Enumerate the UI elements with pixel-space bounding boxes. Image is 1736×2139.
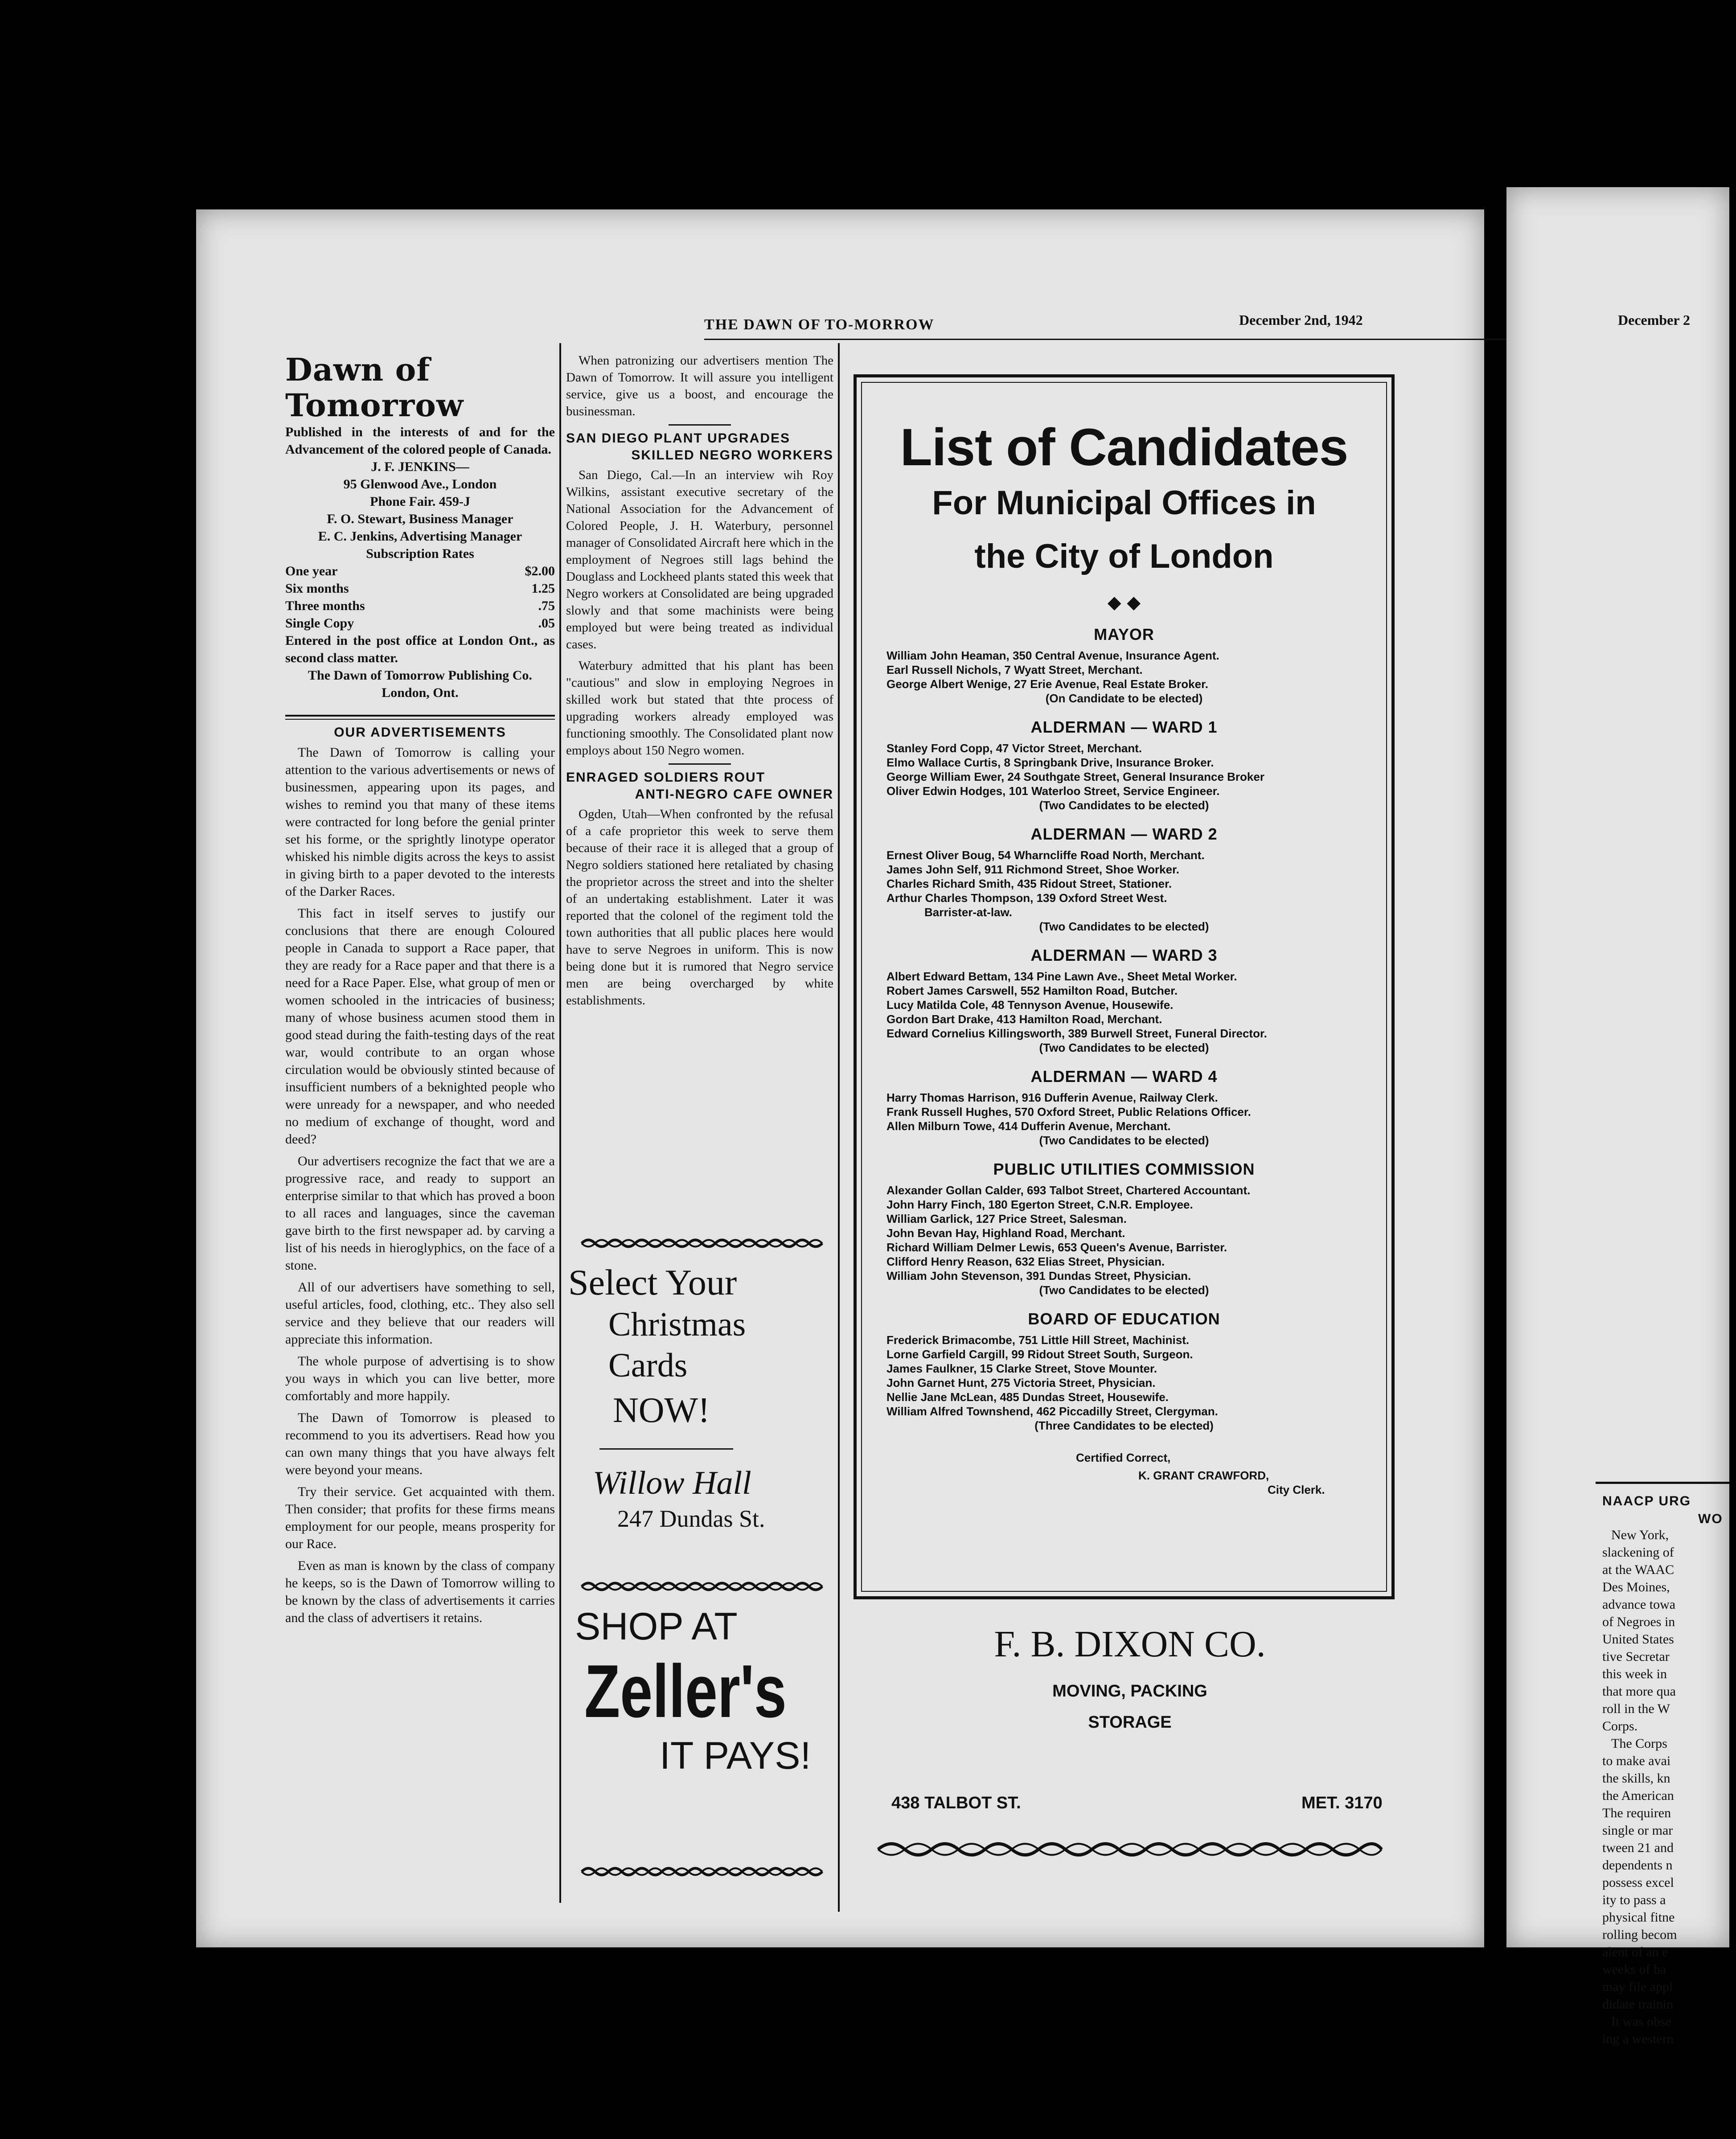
business-manager: F. O. Stewart, Business Manager xyxy=(327,512,513,526)
election-note: (Two Candidates to be elected) xyxy=(1039,920,1209,933)
candidate-entry: Barrister-at-law. xyxy=(924,906,1012,919)
next-page-line: It was obse xyxy=(1611,2014,1671,2029)
article-headline: OUR ADVERTISEMENTS xyxy=(334,725,506,740)
vine-ornament xyxy=(874,1836,1386,1863)
article-paragraph: Try their service. Get acquainted with them. Then consider; that profits for these firms means employment for our people, means prosperity for our Race. xyxy=(285,1484,555,1551)
store-address: 247 Dundas St. xyxy=(617,1505,765,1532)
rates-title: Subscription Rates xyxy=(366,546,474,561)
candidate-entry: George William Ewer, 24 Southgate Street, General Insurance Broker xyxy=(886,770,1264,783)
candidates-subtitle: For Municipal Offices in xyxy=(932,484,1316,522)
ad-line: SHOP AT xyxy=(575,1605,738,1648)
candidate-entry: William Alfred Townshend, 462 Piccadilly Street, Clergyman. xyxy=(886,1405,1218,1418)
section-mayor xyxy=(862,625,1386,705)
services: MOVING, PACKING xyxy=(1052,1682,1207,1701)
store-name: Willow Hall xyxy=(593,1465,751,1501)
candidate-entry: Oliver Edwin Hodges, 101 Waterloo Street, Service Engineer. xyxy=(886,784,1220,798)
section-ward-2 xyxy=(862,825,1386,934)
rate-row: Three months .75 xyxy=(285,598,555,613)
next-page-line: of Negroes in xyxy=(1602,1614,1675,1629)
candidate-entry: Gordon Bart Drake, 413 Hamilton Road, Merchant. xyxy=(886,1012,1162,1026)
left-column xyxy=(285,352,555,1631)
company-name: F. B. DIXON CO. xyxy=(994,1623,1266,1665)
next-page-line: this week in xyxy=(1602,1667,1667,1681)
ad-line: IT PAYS! xyxy=(660,1734,811,1777)
article-paragraph: The Dawn of Tomorrow is calling your attention to the various advertisements or news of businessmen, appearing upon its pages, and wishes to remind you that many of these items were contracted for long before the genial printer set his forme, or the sprightly linotype operator whisked his nimble digits across the keys to assist in giving birth to a paper devoted to the interests of the Darker Races. xyxy=(285,745,555,899)
section-ward-3 xyxy=(862,946,1386,1055)
next-page-line: at the WAAC xyxy=(1602,1562,1674,1577)
candidates-subtitle: the City of London xyxy=(974,537,1274,575)
article-paragraph: All of our advertisers have something to sell, useful articles, food, clothing, etc.. They also sell service and they believe that our readers will appreciate this information. xyxy=(285,1280,555,1347)
candidate-entry: Albert Edward Bettam, 134 Pine Lawn Ave., Sheet Metal Worker. xyxy=(886,970,1237,983)
running-title: THE DAWN OF TO-MORROW xyxy=(704,316,935,333)
next-page-line: Des Moines, xyxy=(1602,1580,1670,1594)
next-page-line: rolling becom xyxy=(1602,1927,1677,1942)
divider xyxy=(285,719,555,720)
entry-note: Entered in the post office at London Ont., as second class matter. xyxy=(285,633,555,665)
next-page-date: December 2 xyxy=(1618,312,1690,328)
candidate-entry: Alexander Gollan Calder, 693 Talbot Street, Chartered Accountant. xyxy=(886,1184,1251,1197)
candidate-entry: George Albert Wenige, 27 Erie Avenue, Real Estate Broker. xyxy=(886,677,1209,691)
header-rule xyxy=(704,339,1578,340)
candidate-entry: William John Heaman, 350 Central Avenue, Insurance Agent. xyxy=(886,649,1219,662)
next-page-line: weeks of ba xyxy=(1602,1962,1666,1977)
candidate-entry: Stanley Ford Copp, 47 Victor Street, Merchant. xyxy=(886,742,1142,755)
section-board-of-education xyxy=(862,1310,1386,1433)
candidate-entry: James John Self, 911 Richmond Street, Shoe Worker. xyxy=(886,863,1179,876)
candidates-title: List of Candidates xyxy=(900,418,1348,477)
election-note: (Two Candidates to be elected) xyxy=(1039,799,1209,812)
candidate-entry: Charles Richard Smith, 435 Ridout Street, Stationer. xyxy=(886,877,1172,890)
candidates-box-inner xyxy=(861,382,1387,1592)
section-ward-1 xyxy=(862,718,1386,812)
article-headline: SKILLED NEGRO WORKERS xyxy=(631,448,833,463)
section-heading: ALDERMAN — WARD 3 xyxy=(1030,946,1218,964)
candidate-entry: John Bevan Hay, Highland Road, Merchant. xyxy=(886,1226,1125,1240)
dixon-phone: MET. 3170 xyxy=(1301,1794,1383,1812)
masthead-block xyxy=(285,352,555,701)
rate-row: Six months 1.25 xyxy=(285,581,555,596)
column-rule xyxy=(559,343,561,1903)
willow-hall-ad xyxy=(568,1261,836,1534)
article-paragraph: Waterbury admitted that his plant has been "cautious" and slow in employing Negroes in skilled work but stated that thte process of upgrading workers already employed was functioning smoothly. The Consolidated plant now employs about 150 Negro women. xyxy=(566,659,833,758)
candidate-entry: Lucy Matilda Cole, 48 Tennyson Avenue, Housewife. xyxy=(886,998,1174,1012)
next-page-line: tive Secretar xyxy=(1602,1649,1670,1664)
masthead-title: Dawn of Tomorrow xyxy=(285,351,464,424)
candidate-entry: Frank Russell Hughes, 570 Oxford Street, Public Relations Officer. xyxy=(886,1105,1251,1119)
next-page-line: physical fitne xyxy=(1602,1910,1675,1925)
article-headline: ENRAGED SOLDIERS ROUT xyxy=(566,770,766,785)
next-page-line: the American xyxy=(1602,1788,1674,1803)
candidate-entry: Harry Thomas Harrison, 916 Dufferin Avenue, Railway Clerk. xyxy=(886,1091,1218,1104)
next-page-line: alent of an e xyxy=(1602,1945,1668,1959)
next-page-headline: WO xyxy=(1698,1512,1723,1526)
next-page-line: New York, xyxy=(1611,1528,1669,1542)
diamond-ornament: ◆ ◆ xyxy=(1107,592,1141,613)
candidate-entry: Robert James Carswell, 552 Hamilton Road, Butcher. xyxy=(886,984,1178,997)
section-heading: BOARD OF EDUCATION xyxy=(1028,1310,1220,1328)
next-page-line: didate trainin xyxy=(1602,1997,1674,2012)
section-heading: ALDERMAN — WARD 1 xyxy=(1030,718,1218,736)
candidate-entry: Nellie Jane McLean, 485 Dundas Street, Housewife. xyxy=(886,1390,1169,1404)
clerk-name: K. GRANT CRAWFORD, xyxy=(1138,1469,1269,1482)
issue-date: December 2nd, 1942 xyxy=(1239,312,1363,328)
services: STORAGE xyxy=(1088,1713,1172,1732)
election-note: (Two Candidates to be elected) xyxy=(1039,1134,1209,1147)
section-ward-4 xyxy=(862,1067,1386,1147)
middle-column xyxy=(566,352,833,1013)
next-page-line: roll in the W xyxy=(1602,1701,1670,1716)
next-page-line: that more qua xyxy=(1602,1684,1676,1699)
candidate-entry: John Harry Finch, 180 Egerton Street, C.N.R. Employee. xyxy=(886,1198,1193,1211)
next-page-line: to make avai xyxy=(1602,1754,1671,1768)
divider xyxy=(669,424,731,426)
candidate-entry: William John Stevenson, 391 Dundas Street, Physician. xyxy=(886,1269,1191,1283)
certified-line: Certified Correct, xyxy=(1076,1451,1171,1464)
article-headline: ANTI-NEGRO CAFE OWNER xyxy=(635,787,833,802)
next-page-line: the skills, kn xyxy=(1602,1771,1670,1786)
ad-line: Select Your xyxy=(568,1262,737,1303)
election-note: (On Candidate to be elected) xyxy=(1045,692,1203,705)
election-note: (Two Candidates to be elected) xyxy=(1039,1041,1209,1054)
article-paragraph: San Diego, Cal.—In an interview wih Roy Wilkins, assistant executive secretary of the National Association for the Advancement of Colored People, J. H. Waterbury, personnel manager of Consolidated Aircraft here which in the employment of Negroes still lags behind the Douglass and Lockheed plants stated this week that Negro workers at Consolidated are being upgraded slowly and that some machinists were being employed but were being treated as individual cases. xyxy=(566,468,833,652)
dixon-ad xyxy=(874,1622,1386,1738)
next-page-edge xyxy=(1506,187,1729,2046)
section-heading: ALDERMAN — WARD 2 xyxy=(1030,825,1218,843)
patronize-note: When patronizing our advertisers mention The Dawn of Tomorrow. It will assure you intelligent service, give us a boost, and encourage the businessman. xyxy=(566,353,833,418)
advertising-manager: E. C. Jenkins, Advertising Manager xyxy=(318,529,522,544)
brand-name: Zeller's xyxy=(584,1649,787,1733)
column-rule xyxy=(838,343,840,1912)
ad-line: Christmas xyxy=(608,1306,746,1343)
next-page-line: Corps. xyxy=(1602,1719,1638,1733)
publisher-city: London, Ont. xyxy=(382,685,459,700)
candidate-entry: Arthur Charles Thompson, 139 Oxford Street West. xyxy=(886,891,1167,905)
next-page-line: dependents n xyxy=(1602,1858,1673,1873)
publisher-name: The Dawn of Tomorrow Publishing Co. xyxy=(308,668,532,683)
next-page-line: may file appl xyxy=(1602,1979,1673,1994)
candidate-entry: Elmo Wallace Curtis, 8 Springbank Drive, Insurance Broker. xyxy=(886,756,1214,769)
zellers-ad xyxy=(570,1604,838,1778)
candidate-entry: Earl Russell Nichols, 7 Wyatt Street, Merchant. xyxy=(886,663,1143,676)
next-page-column xyxy=(1602,1526,1736,2048)
editor-phone: Phone Fair. 459-J xyxy=(370,494,470,509)
masthead-tagline: Published in the interests of and for the Advancement of the colored people of Canada. xyxy=(285,425,555,457)
next-page-line: slackening of xyxy=(1602,1545,1674,1560)
dixon-address: 438 TALBOT ST. xyxy=(891,1794,1021,1812)
article-paragraph: This fact in itself serves to justify our conclusions that there are enough Coloured people in Canada to support a Race paper, that they are ready for a Race paper and that there is a need for a Race Paper. Else, what group of men or women schooled in the intricacies of business; many of whose business acumen stood them in good stead during the faith-testing days of the reat war, would contribute to an organ whose circulation would be obviously stinted because of insufficient numbers of a beknighted people who were unready for a newspaper, and who needed no medium of exchange of thought, word and deed? xyxy=(285,906,555,1147)
ad-line: Cards xyxy=(608,1347,688,1384)
next-page-line: ity to pass a xyxy=(1602,1893,1666,1907)
article-paragraph: The Dawn of Tomorrow is pleased to recommend to you its advertisers. Read how you can own many things that you have always felt were beyond your means. xyxy=(285,1410,555,1477)
candidate-entry: William Garlick, 127 Price Street, Salesman. xyxy=(886,1212,1127,1225)
article-paragraph: Ogden, Utah—When confronted by the refusal of a cafe proprietor this week to serve them because of their race it is alleged that a group of Negro soldiers stationed here retaliated by chasing the proprietor across the street and into the shelter of an undertaking establishment. Later it was reported that the colonel of the regiment told the town authorities that all public places here would have to serve Negroes in uniform. This is now being done but it is rumored that Negro service men are being overcharged by white establishments. xyxy=(566,807,833,1008)
vine-ornament xyxy=(579,1578,829,1595)
editor-name: J. F. JENKINS— xyxy=(371,459,469,474)
candidate-entry: Edward Cornelius Killingsworth, 389 Burwell Street, Funeral Director. xyxy=(886,1027,1267,1040)
next-page-headline: NAACP URG xyxy=(1602,1494,1691,1508)
candidate-entry: John Garnet Hunt, 275 Victoria Street, Physician. xyxy=(886,1376,1156,1389)
divider xyxy=(1596,1482,1729,1484)
divider xyxy=(285,715,555,717)
rate-row: Single Copy .05 xyxy=(285,616,555,631)
next-page-line: The Corps xyxy=(1611,1736,1667,1751)
candidate-entry: Allen Milburn Towe, 414 Dufferin Avenue, Merchant. xyxy=(886,1119,1171,1133)
ad-line: NOW! xyxy=(613,1391,710,1430)
candidate-entry: Clifford Henry Reason, 632 Elias Street, Physician. xyxy=(886,1255,1165,1268)
candidate-entry: Richard William Delmer Lewis, 653 Queen's Avenue, Barrister. xyxy=(886,1241,1227,1254)
next-page-line: advance towa xyxy=(1602,1597,1676,1612)
next-page-line: ing a western xyxy=(1602,2032,1674,2046)
vine-ornament xyxy=(579,1234,829,1252)
article-paragraph: The whole purpose of advertising is to show you ways in which you can live better, more comfortably and more happily. xyxy=(285,1354,555,1403)
article-paragraph: Our advertisers recognize the fact that we are a progressive race, and ready to support an enterprise similar to that which has proved a boon to all races and languages, since the caveman gave birth to the first newspaper ad. by carving a list of his needs in hieroglyphics, on the face of a stone. xyxy=(285,1154,555,1273)
section-heading: MAYOR xyxy=(1094,625,1154,643)
next-page-line: possess excel xyxy=(1602,1875,1674,1890)
candidate-entry: James Faulkner, 15 Clarke Street, Stove Mounter. xyxy=(886,1362,1157,1375)
candidates-box xyxy=(854,374,1395,1599)
candidate-entry: Lorne Garfield Cargill, 99 Ridout Street South, Surgeon. xyxy=(886,1348,1193,1361)
election-note: (Three Candidates to be elected) xyxy=(1034,1419,1214,1432)
divider xyxy=(599,1448,733,1450)
section-heading: PUBLIC UTILITIES COMMISSION xyxy=(993,1160,1255,1178)
article-paragraph: Even as man is known by the class of company he keeps, so is the Dawn of Tomorrow willing to be known by the class of advertisements it carries and the class of advertisers it retains. xyxy=(285,1558,555,1625)
divider xyxy=(669,763,731,765)
election-note: (Two Candidates to be elected) xyxy=(1039,1283,1209,1297)
next-page-line: United States xyxy=(1602,1632,1674,1647)
candidate-entry: Ernest Oliver Boug, 54 Wharncliffe Road North, Merchant. xyxy=(886,848,1205,862)
rate-row: One year $2.00 xyxy=(285,564,555,578)
article-headline: SAN DIEGO PLANT UPGRADES xyxy=(566,431,791,446)
our-advertisements-article xyxy=(285,724,555,1627)
section-puc xyxy=(862,1160,1386,1297)
clerk-title: City Clerk. xyxy=(1268,1483,1325,1496)
editor-address: 95 Glenwood Ave., London xyxy=(343,477,497,492)
vine-ornament xyxy=(579,1863,829,1881)
next-page-line: tween 21 and xyxy=(1602,1840,1674,1855)
section-heading: ALDERMAN — WARD 4 xyxy=(1030,1067,1218,1086)
candidate-entry: Frederick Brimacombe, 751 Little Hill Street, Machinist. xyxy=(886,1333,1190,1347)
next-page-line: single or mar xyxy=(1602,1823,1673,1838)
next-page-line: The requiren xyxy=(1602,1806,1671,1820)
